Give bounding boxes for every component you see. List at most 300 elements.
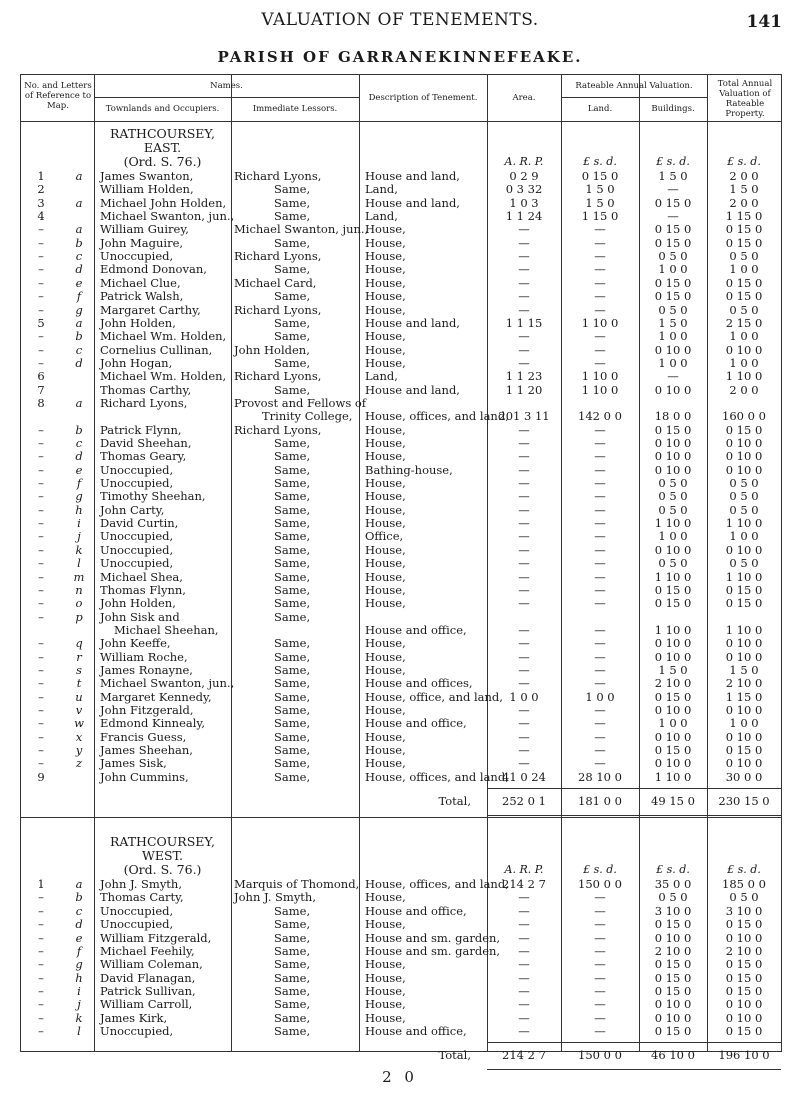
value-cell: — <box>594 542 606 557</box>
map-number: 3 <box>37 195 45 210</box>
value-cell: — <box>594 436 606 450</box>
value-cell: 0 10 0 <box>725 997 763 1012</box>
tenement-description: House and office, <box>365 716 467 731</box>
map-number: 5 <box>37 315 45 330</box>
tenement-description: House, <box>365 756 406 771</box>
occupier-name: David Sheehan, <box>100 436 192 450</box>
value-cell: 0 10 0 <box>654 382 692 397</box>
map-letter: d <box>75 355 83 370</box>
value-cell: — <box>594 422 606 437</box>
lessor-name: Same, <box>274 649 311 664</box>
value-cell: 0 15 0 <box>725 222 763 237</box>
value-cell: 0 10 0 <box>725 756 763 771</box>
occupier-name: Unoccupied, <box>100 917 174 932</box>
value-cell: — <box>518 943 530 958</box>
lessor-name: Provost and Fellows of <box>234 395 367 410</box>
header-total: Total Annual Valuation of Rateable Property. <box>717 79 773 119</box>
column-rule <box>359 75 360 1051</box>
occupier-name: Margaret Carthy, <box>100 302 201 317</box>
value-cell: 0 3 32 <box>505 182 543 197</box>
value-cell: 1 10 0 <box>654 569 692 584</box>
lessor-name: Same, <box>274 382 311 397</box>
map-number: – <box>38 529 44 544</box>
lessor-name: Same, <box>274 329 311 344</box>
map-number: – <box>38 662 44 677</box>
map-letter: f <box>76 476 82 491</box>
lessor-name: Same, <box>274 703 311 717</box>
tenement-description: House, <box>365 302 406 317</box>
value-cell: 0 15 0 <box>654 289 692 304</box>
value-cell: — <box>518 302 530 317</box>
tenement-description: House and office, <box>365 903 467 918</box>
value-cell: 0 10 0 <box>654 997 692 1012</box>
value-cell: — <box>518 235 530 250</box>
lessor-name: Same, <box>274 462 311 477</box>
map-number: – <box>38 489 44 504</box>
value-cell: — <box>594 716 606 731</box>
map-letter: d <box>75 262 83 277</box>
map-number: – <box>38 743 44 758</box>
ordnance-sheet: (Ord. S. 76.) <box>123 862 202 878</box>
value-cell: 0 15 0 <box>654 275 692 290</box>
value-cell: — <box>594 917 606 932</box>
header-rule <box>21 121 781 122</box>
value-cell: — <box>518 476 530 491</box>
occupier-name: John Holden, <box>100 315 176 330</box>
header-lessors: Immediate Lessors. <box>252 104 338 114</box>
occupier-name: James Swanton, <box>100 169 194 183</box>
occupier-name: Michael Swanton, jun., <box>100 676 235 691</box>
tenement-description: Land, <box>365 369 398 384</box>
lessor-name: Same, <box>274 662 311 677</box>
map-number: – <box>38 582 44 597</box>
map-number: – <box>38 436 44 450</box>
lessor-name-cont: Trinity College, <box>262 409 353 424</box>
value-cell: 1 1 24 <box>505 209 543 224</box>
lessor-name: Same, <box>274 997 311 1012</box>
value-cell: — <box>518 342 530 357</box>
value-cell: 28 10 0 <box>578 769 622 784</box>
occupier-name: Michael Wm. Holden, <box>100 369 227 384</box>
total-rule <box>21 817 781 818</box>
value-cell: 1 15 0 <box>581 209 619 224</box>
map-number: – <box>38 542 44 557</box>
value-cell: — <box>594 756 606 771</box>
tenement-description: House, <box>365 436 406 450</box>
total-label: Total, <box>438 794 471 809</box>
occupier-name: Thomas Geary, <box>100 449 187 464</box>
unit-heading: £ s. d. <box>656 155 690 168</box>
value-cell: — <box>518 756 530 771</box>
lessor-name: Same, <box>274 596 311 611</box>
occupier-name: James Kirk, <box>100 1010 168 1025</box>
tenement-description: House, <box>365 743 406 758</box>
value-cell: 0 15 0 <box>654 917 692 932</box>
value-cell: — <box>518 422 530 437</box>
value-cell: 0 10 0 <box>654 462 692 477</box>
map-letter: a <box>75 195 83 210</box>
map-letter: d <box>75 449 83 464</box>
lessor-name: John Holden, <box>234 342 310 357</box>
lessor-name: Same, <box>274 689 311 704</box>
lessor-name: Same, <box>274 903 311 918</box>
map-letter: s <box>76 662 82 677</box>
value-cell: 3 10 0 <box>654 903 692 918</box>
value-cell: 0 5 0 <box>729 302 759 317</box>
tenement-description: House, <box>365 449 406 464</box>
occupier-name: Michael Wm. Holden, <box>100 329 227 344</box>
value-cell: 0 15 0 <box>725 596 763 611</box>
value-cell: 0 10 0 <box>654 729 692 744</box>
value-cell: — <box>594 222 606 237</box>
value-cell: 1 0 0 <box>658 355 688 370</box>
value-cell: 0 15 0 <box>725 970 763 985</box>
value-cell: — <box>518 249 530 264</box>
occupier-name: Unoccupied, <box>100 542 174 557</box>
map-letter: v <box>75 703 83 717</box>
tenement-description: House, <box>365 422 406 437</box>
map-number: – <box>38 689 44 704</box>
unit-heading: £ s. d. <box>727 155 761 168</box>
lessor-name: Same, <box>274 489 311 504</box>
value-cell: 0 10 0 <box>725 636 763 651</box>
value-cell: 49 15 0 <box>651 794 695 809</box>
value-cell: 1 10 0 <box>654 769 692 784</box>
map-number: 9 <box>37 769 45 784</box>
lessor-name: Same, <box>274 569 311 584</box>
total-rule <box>487 1042 781 1043</box>
tenement-description: House, <box>365 355 406 370</box>
tenement-description: House and offices, <box>365 676 473 691</box>
tenement-description: House, <box>365 249 406 264</box>
map-letter: l <box>77 1023 81 1038</box>
value-cell: — <box>594 743 606 758</box>
value-cell: 0 5 0 <box>729 890 759 905</box>
value-cell: — <box>518 462 530 477</box>
value-cell: 2 10 0 <box>654 943 692 958</box>
map-letter: f <box>76 943 82 958</box>
column-rule <box>94 75 95 1051</box>
value-cell: — <box>518 582 530 597</box>
header-area: Area. <box>512 93 536 103</box>
value-cell: 1 0 0 <box>729 262 759 277</box>
value-cell: 0 15 0 <box>654 743 692 758</box>
value-cell: — <box>518 903 530 918</box>
value-cell: 2 15 0 <box>725 315 763 330</box>
value-cell: 0 15 0 <box>725 743 763 758</box>
lessor-name: Richard Lyons, <box>234 302 322 317</box>
header-rule <box>94 97 359 98</box>
map-number: 4 <box>37 209 45 224</box>
map-number: – <box>38 476 44 491</box>
occupier-name: James Sheehan, <box>100 743 193 758</box>
value-cell: 0 15 0 <box>654 970 692 985</box>
header-description: Description of Tenement. <box>368 93 478 103</box>
ordnance-sheet: (Ord. S. 76.) <box>123 154 202 169</box>
map-number: – <box>38 275 44 290</box>
map-letter: i <box>77 516 81 531</box>
value-cell: — <box>594 1023 606 1038</box>
value-cell: 1 0 0 <box>729 716 759 731</box>
tenement-description: House, <box>365 890 406 905</box>
tenement-description: House and office, <box>365 622 467 637</box>
lessor-name: Same, <box>274 983 311 998</box>
map-number: 1 <box>37 877 45 892</box>
tenement-description: House, <box>365 476 406 491</box>
map-number: – <box>38 1023 44 1038</box>
map-number: – <box>38 943 44 958</box>
value-cell: — <box>518 329 530 344</box>
tenement-description: House, <box>365 235 406 250</box>
occupier-name: David Curtin, <box>100 516 179 531</box>
value-cell: — <box>518 729 530 744</box>
total-rule <box>487 788 781 789</box>
lessor-name: Same, <box>274 262 311 277</box>
tenement-description: House, <box>365 275 406 290</box>
value-cell: 0 10 0 <box>725 649 763 664</box>
occupier-name: William Roche, <box>100 649 188 664</box>
value-cell: — <box>594 582 606 597</box>
occupier-name: Unoccupied, <box>100 249 174 264</box>
map-letter: h <box>75 502 83 517</box>
map-number: 2 <box>37 182 45 197</box>
header-rateable: Rateable Annual Valuation. <box>575 81 693 91</box>
value-cell: 1 10 0 <box>581 315 619 330</box>
map-letter: a <box>75 169 83 183</box>
value-cell: 0 15 0 <box>725 957 763 972</box>
value-cell: 1 5 0 <box>585 195 615 210</box>
value-cell: 0 10 0 <box>725 1010 763 1025</box>
lessor-name: Same, <box>274 449 311 464</box>
value-cell: — <box>594 476 606 491</box>
map-letter: b <box>75 422 83 437</box>
value-cell: — <box>518 636 530 651</box>
tenement-description: House, <box>365 970 406 985</box>
value-cell: 0 10 0 <box>725 436 763 450</box>
map-number: – <box>38 1010 44 1025</box>
value-cell: — <box>594 1010 606 1025</box>
map-number: – <box>38 569 44 584</box>
lessor-name: Same, <box>274 716 311 731</box>
value-cell: — <box>594 729 606 744</box>
value-cell: — <box>594 329 606 344</box>
lessor-name: Same, <box>274 729 311 744</box>
header-land: Land. <box>587 104 613 114</box>
map-letter: e <box>75 930 83 945</box>
value-cell: — <box>518 262 530 277</box>
value-cell: 150 0 0 <box>578 877 622 892</box>
value-cell: — <box>594 662 606 677</box>
value-cell: 1 10 0 <box>725 569 763 584</box>
map-letter: c <box>75 436 83 450</box>
tenement-description: House, <box>365 957 406 972</box>
map-number: 1 <box>37 169 45 183</box>
map-letter: n <box>75 582 83 597</box>
value-cell: 0 15 0 <box>725 235 763 250</box>
map-number: – <box>38 917 44 932</box>
value-cell: 41 0 24 <box>502 769 546 784</box>
map-letter: x <box>75 729 83 744</box>
occupier-name: John J. Smyth, <box>100 877 182 892</box>
value-cell: 0 5 0 <box>658 489 688 504</box>
header-rule <box>561 97 707 98</box>
value-cell: 1 0 0 <box>729 329 759 344</box>
map-letter: f <box>76 289 82 304</box>
lessor-name: Same, <box>274 182 311 197</box>
occupier-name-cont: Michael Sheehan, <box>114 622 219 637</box>
header-names: Names. <box>210 81 243 91</box>
value-cell: 0 10 0 <box>654 636 692 651</box>
tenement-description: House and land, <box>365 382 460 397</box>
map-letter: m <box>73 569 85 584</box>
value-cell: 1 15 0 <box>725 689 763 704</box>
tenement-description: House, <box>365 636 406 651</box>
value-cell: — <box>667 209 679 224</box>
value-cell: — <box>594 355 606 370</box>
value-cell: 1 5 0 <box>658 662 688 677</box>
map-letter: t <box>76 676 82 691</box>
map-number: – <box>38 903 44 918</box>
map-letter: b <box>75 890 83 905</box>
map-letter: c <box>75 249 83 264</box>
value-cell: — <box>518 716 530 731</box>
value-cell: 1 0 0 <box>585 689 615 704</box>
value-cell: 0 10 0 <box>654 449 692 464</box>
map-letter: a <box>75 222 83 237</box>
townland-name: WEST. <box>141 848 183 864</box>
lessor-name: Same, <box>274 930 311 945</box>
occupier-name: John Maguire, <box>100 235 184 250</box>
unit-heading: £ s. d. <box>727 863 761 877</box>
lessor-name: Same, <box>274 917 311 932</box>
value-cell: — <box>594 569 606 584</box>
value-cell: 0 10 0 <box>654 1010 692 1025</box>
value-cell: 1 10 0 <box>581 369 619 384</box>
value-cell: — <box>594 289 606 304</box>
tenement-description: House, <box>365 262 406 277</box>
value-cell: 0 10 0 <box>725 342 763 357</box>
value-cell: 0 15 0 <box>725 983 763 998</box>
map-letter: k <box>75 542 83 557</box>
value-cell: 35 0 0 <box>654 877 692 892</box>
value-cell: 0 15 0 <box>654 222 692 237</box>
tenement-description: House, <box>365 582 406 597</box>
tenement-description: House and sm. garden, <box>365 930 501 945</box>
lessor-name: Same, <box>274 609 311 624</box>
tenement-description: House, office, and land, <box>365 689 503 704</box>
tenement-description: House, <box>365 329 406 344</box>
townland-name: EAST. <box>143 140 182 155</box>
value-cell: — <box>594 649 606 664</box>
value-cell: 2 10 0 <box>725 676 763 691</box>
occupier-name: James Sisk, <box>100 756 167 771</box>
occupier-name: Thomas Carty, <box>100 890 184 905</box>
lessor-name: Same, <box>274 743 311 758</box>
value-cell: — <box>594 636 606 651</box>
value-cell: 0 5 0 <box>658 890 688 905</box>
value-cell: — <box>594 262 606 277</box>
occupier-name: James Ronayne, <box>100 662 193 677</box>
map-letter: u <box>75 689 83 704</box>
occupier-name: Edmond Donovan, <box>100 262 207 277</box>
value-cell: — <box>594 235 606 250</box>
map-letter: b <box>75 235 83 250</box>
value-cell: 1 0 0 <box>658 329 688 344</box>
map-letter: d <box>75 917 83 932</box>
value-cell: — <box>518 957 530 972</box>
lessor-name: Same, <box>274 582 311 597</box>
occupier-name: Michael Swanton, jun., <box>100 209 235 224</box>
tenement-description: Land, <box>365 182 398 197</box>
map-number: – <box>38 649 44 664</box>
unit-heading: £ s. d. <box>583 155 617 168</box>
map-letter: h <box>75 970 83 985</box>
map-number: – <box>38 930 44 945</box>
value-cell: 0 2 9 <box>509 169 539 183</box>
value-cell: 0 5 0 <box>658 302 688 317</box>
value-cell: 252 0 1 <box>502 794 546 809</box>
value-cell: 1 0 0 <box>729 529 759 544</box>
tenement-description: House, <box>365 703 406 717</box>
map-number: – <box>38 756 44 771</box>
tenement-description: House, <box>365 556 406 571</box>
value-cell: 1 0 3 <box>509 195 539 210</box>
tenement-description: House, <box>365 502 406 517</box>
value-cell: 0 15 0 <box>654 195 692 210</box>
map-letter: l <box>77 556 81 571</box>
value-cell: — <box>594 703 606 717</box>
map-letter: o <box>75 596 83 611</box>
lessor-name: Same, <box>274 676 311 691</box>
total-rule <box>487 815 781 816</box>
value-cell: 0 5 0 <box>658 502 688 517</box>
townland-name: RATHCOURSEY, <box>109 834 216 850</box>
value-cell: 0 5 0 <box>729 556 759 571</box>
value-cell: — <box>518 970 530 985</box>
townland-name: RATHCOURSEY, <box>109 126 216 141</box>
value-cell: — <box>518 542 530 557</box>
lessor-name: Same, <box>274 289 311 304</box>
occupier-name: Michael Clue, <box>100 275 181 290</box>
lessor-name: Same, <box>274 556 311 571</box>
occupier-name: John Holden, <box>100 596 176 611</box>
value-cell: — <box>594 556 606 571</box>
unit-heading: £ s. d. <box>656 863 690 877</box>
occupier-name: Unoccupied, <box>100 529 174 544</box>
occupier-name: Michael Shea, <box>100 569 183 584</box>
value-cell: 0 5 0 <box>729 476 759 491</box>
value-cell: — <box>518 596 530 611</box>
tenement-description: House, <box>365 1010 406 1025</box>
map-letter: g <box>75 957 83 972</box>
lessor-name: Marquis of Thomond, <box>234 877 360 892</box>
occupier-name: Michael Feehily, <box>100 943 195 958</box>
value-cell: 0 15 0 <box>725 1023 763 1038</box>
value-cell: — <box>518 502 530 517</box>
map-number: – <box>38 970 44 985</box>
map-letter: a <box>75 877 83 892</box>
tenement-description: House, <box>365 917 406 932</box>
lessor-name: Same, <box>274 476 311 491</box>
value-cell: 0 10 0 <box>654 542 692 557</box>
tenement-description: House, <box>365 983 406 998</box>
value-cell: — <box>518 997 530 1012</box>
lessor-name: Michael Swanton, jun., <box>234 222 369 237</box>
lessor-name: Same, <box>274 943 311 958</box>
lessor-name: Same, <box>274 502 311 517</box>
tenement-description: Office, <box>365 529 404 544</box>
value-cell: 0 5 0 <box>729 489 759 504</box>
